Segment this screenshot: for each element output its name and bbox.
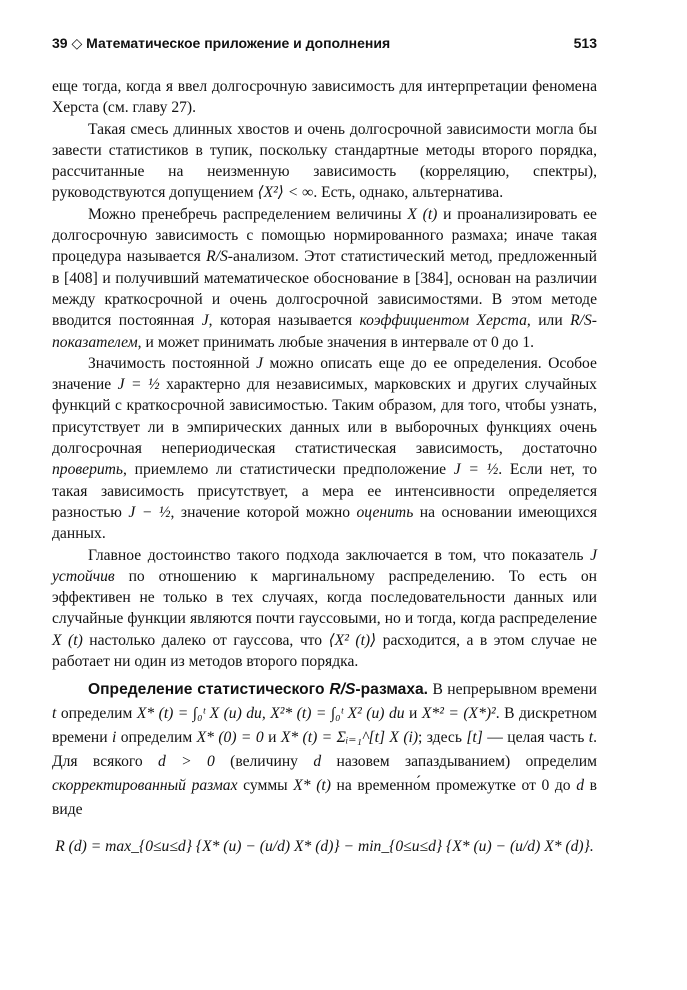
- adjusted-range-formula: R (d) = max_{0≤u≤d} {X* (u) − (u/d) X* (d)} − min_{0≤u≤d} {X* (u) − (u/d) X* (d)}.: [55, 838, 594, 856]
- chapter-heading: [52, 33, 390, 54]
- chapter-number: 39: [52, 35, 68, 51]
- diamond-icon: ◇: [71, 35, 83, 51]
- page-body: [52, 76, 597, 858]
- book-page: [52, 0, 597, 990]
- paragraph-1: еще тогда, когда я ввел долгосрочную зависимость для интерпретации феномена Херста (см. главу 27).: [52, 78, 597, 117]
- running-head: [52, 33, 597, 57]
- definition-title: Определение статистического R/S-размаха.: [88, 681, 428, 699]
- page-number: 513: [573, 35, 597, 51]
- paragraph-4: Значимость постоянной J можно описать еще до ее определения. Особое значение J = ½ характерно для независимых, марковских и других случайных функций с краткосрочной зависимостью. Таким образом, для того, чтобы узнать, присутствует ли в эмпирических данных или в выборочных функциях очень долгосрочная непериодическая статистическая зависимость, достаточно проверить, приемлемо ли статистически предположение J = ½. Если нет, то такая зависимость присутствует, а мера ее интенсивности определяется разностью J − ½, значение которой можно оценить на основании имеющихся данных.: [52, 354, 598, 543]
- paragraph-5: Главное достоинство такого подхода заключается в том, что показатель J устойчив по отношению к маргинальному распределению. То есть он эффективен не только в тех случаях, когда последовательности данных или случайные функции являются почти гауссовыми, но и тогда, когда распределение X (t) настолько далеко от гауссова, что ⟨X² (t)⟩ расходится, а в этом случае не работает ни один из методов второго порядка.: [52, 546, 597, 671]
- chapter-title: Математическое приложение и дополнения: [86, 35, 391, 51]
- discrete-sum-formula: X* (t) = Σᵢ₌₁^[t] X (i): [280, 729, 419, 747]
- paragraph-3: Можно пренебречь распределением величины X (t) и проанализировать ее долгосрочную зависимость с помощью нормированного размаха; иначе такая процедура называется R/S-анализом. Этот статистический метод, предложенный в [408] и получивший математическое обоснование в [384], основан на различии между краткосрочной и очень долгосрочной зависимостями. В этом методе вводится постоянная J, которая называется коэффициентом Херста, или R/S-показателем, и может принимать любые значения в интервале от 0 до 1.: [52, 205, 598, 351]
- second-moment-formula: ⟨X²⟩ < ∞: [257, 184, 314, 202]
- definition-paragraph: Определение статистического R/S-размаха. В непрерывном времени t определим X* (t) = ∫₀ᵗ X (u) du, X²* (t) = ∫₀ᵗ X² (u) du и X*² = (X*)². В дискретном времени i определим X* (0) = 0 и X* (t) = Σᵢ₌₁^[t] X (i); здесь [t] — целая часть t. Для всякого d > 0 (величину d назовем запаздыванием) определим скорректированный размах суммы X* (t) на временно́м промежутке от 0 до d в виде: [52, 681, 598, 819]
- continuous-definition-formula: X* (t) = ∫₀ᵗ X (u) du, X²* (t) = ∫₀ᵗ X² (u) du: [136, 705, 405, 723]
- paragraph-2: Такая смесь длинных хвостов и очень долгосрочной зависимости могла бы завести статистиков в тупик, поскольку стандартные методы второго порядка, рассчитанные на неизменную зависимость (корреляцию, спектры), руководствуются допущением ⟨X²⟩ < ∞. Есть, однако, альтернатива.: [52, 120, 597, 202]
